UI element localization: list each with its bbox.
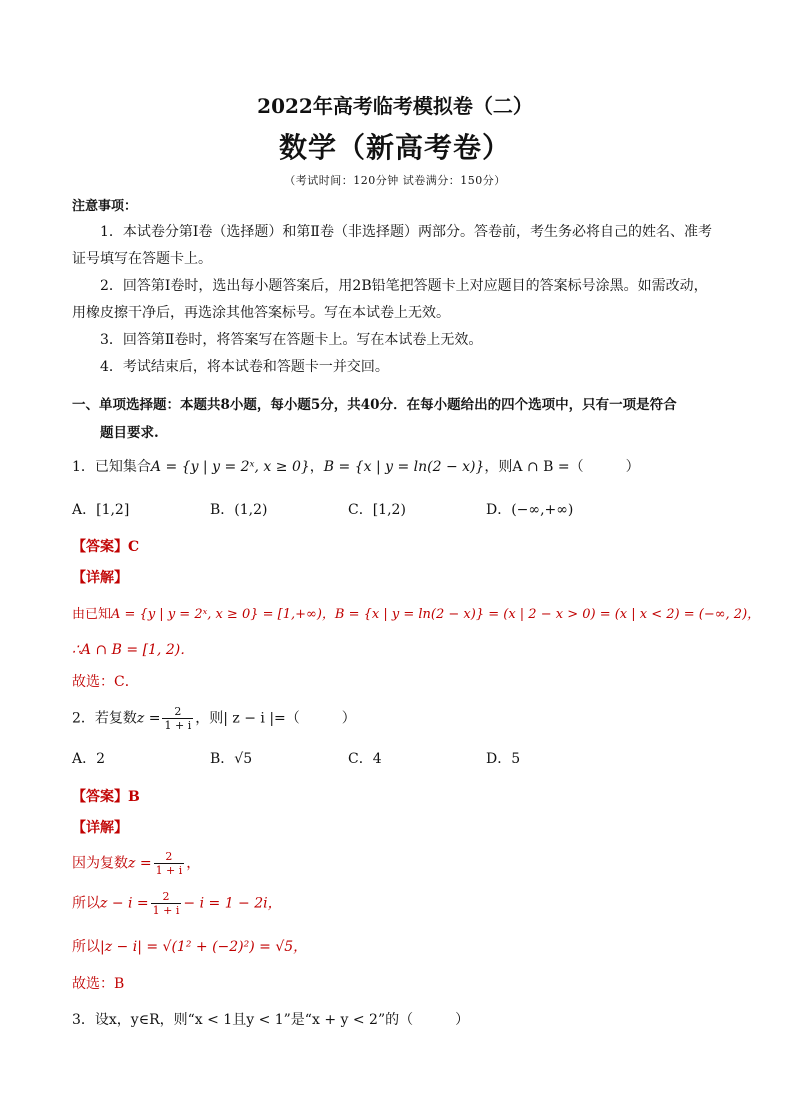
q1-option-a: A．[1,2]	[72, 502, 130, 518]
q2-z-eq: z =	[136, 710, 161, 727]
notice-item-2-line-1: 2．回答第Ⅰ卷时，选出每小题答案后，用2B铅笔把答题卡上对应题目的答案标号涂黑。如需改动，	[100, 278, 708, 294]
page-title: 2022年高考临考模拟卷（二）	[257, 94, 533, 118]
exam-info: （考试时间：120分钟 试卷满分：150分）	[284, 174, 506, 187]
notice-heading: 注意事项：	[72, 199, 138, 214]
q2-d1-fraction	[154, 850, 185, 877]
q2-d2-math-a: z − i =	[100, 895, 149, 912]
page-subtitle: 数学（新高考卷）	[278, 131, 511, 164]
q2-d2-prefix: 所以	[72, 895, 100, 912]
q2-frac-num: 2	[162, 705, 193, 719]
q1-option-d: D．(−∞,+∞)	[486, 502, 574, 518]
q1-answer: 【答案】C	[72, 539, 140, 555]
q2-d1-frac-den: 1 + i	[155, 864, 183, 877]
q2-option-d: D．5	[486, 751, 521, 767]
q2-conclusion: 故选：B	[72, 976, 125, 992]
q1-set-b: B = {x | y = ln(2 − x)}	[323, 459, 485, 475]
q1-sep: ，	[309, 459, 324, 475]
question-3-stem: 3．设x，y∈R，则“x < 1且y < 1”是“x + y < 2”的（ ）	[72, 1012, 470, 1028]
q2-answer: 【答案】B	[72, 789, 140, 805]
q2-d2-fraction	[151, 890, 182, 917]
q1-detail-line-2: ∴A ∩ B = [1, 2)．	[72, 642, 195, 658]
q2-d1-prefix: 因为复数	[72, 855, 128, 872]
q2-detail-line-1	[72, 850, 200, 877]
notice-item-4: 4．考试结束后，将本试卷和答题卡一并交回。	[100, 359, 389, 375]
notice-item-3: 3．回答第Ⅱ卷时，将答案写在答题卡上。写在本试卷上无效。	[100, 332, 483, 348]
q1-detail-label: 【详解】	[72, 570, 128, 586]
q2-detail-label: 【详解】	[72, 820, 128, 836]
q2-d1-suffix: ，	[186, 855, 201, 872]
q2-option-c: C．4	[348, 751, 382, 767]
q2-fraction	[162, 705, 193, 732]
q2-stem-suffix: ，则| z − i |=（ ）	[195, 710, 356, 727]
q2-detail-line-2	[72, 890, 282, 917]
section-heading-line-2: 题目要求.	[100, 425, 159, 441]
q2-stem-prefix: 2．若复数	[72, 710, 137, 727]
q2-d1-frac-num: 2	[154, 850, 185, 864]
q1-option-b: B．(1,2)	[210, 502, 268, 518]
q1-detail-prefix: 由已知	[72, 607, 112, 622]
q1-detail-line-1	[72, 603, 760, 622]
q2-option-b: B．√5	[210, 751, 253, 767]
notice-item-1-line-2: 证号填写在答题卡上。	[72, 251, 212, 267]
q1-detail-math: A = {y | y = 2ˣ, x ≥ 0} = [1,+∞)，B = {x | y = ln(2 − x)} = (x | 2 − x > 0) = (x | x < 2) = (−∞, 2)，	[111, 607, 761, 622]
section-heading-line-1: 一、单项选择题：本题共8小题，每小题5分，共40分．在每小题给出的四个选项中，只有一项是符合	[72, 397, 677, 413]
question-2-stem	[72, 705, 356, 732]
q2-d3-prefix: 所以	[72, 939, 100, 955]
q2-d1-math: z =	[128, 855, 152, 872]
question-1-stem	[72, 456, 640, 476]
q2-d3-math: |z − i| = √(1² + (−2)²) = √5，	[100, 939, 308, 955]
q1-stem-prefix: 1．已知集合	[72, 459, 151, 475]
notice-item-1-line-1: 1．本试卷分第Ⅰ卷（选择题）和第Ⅱ卷（非选择题）两部分。答卷前，考生务必将自己的姓名、准考	[100, 224, 712, 240]
q1-set-a: A = {y | y = 2ˣ, x ≥ 0}	[150, 459, 310, 475]
q1-conclusion: 故选：C．	[72, 674, 139, 690]
q2-d2-frac-den: 1 + i	[152, 904, 180, 917]
q1-option-c: C．[1,2)	[348, 502, 406, 518]
q2-d2-frac-num: 2	[151, 890, 182, 904]
notice-item-2-line-2: 用橡皮擦干净后，再选涂其他答案标号。写在本试卷上无效。	[72, 305, 450, 321]
q2-frac-den: 1 + i	[164, 719, 192, 732]
q2-d2-math-b: − i = 1 − 2i，	[183, 895, 282, 912]
q2-option-a: A．2	[72, 751, 106, 767]
q2-detail-line-3	[72, 936, 307, 956]
q1-stem-suffix: ，则A ∩ B =（ ）	[484, 459, 640, 475]
